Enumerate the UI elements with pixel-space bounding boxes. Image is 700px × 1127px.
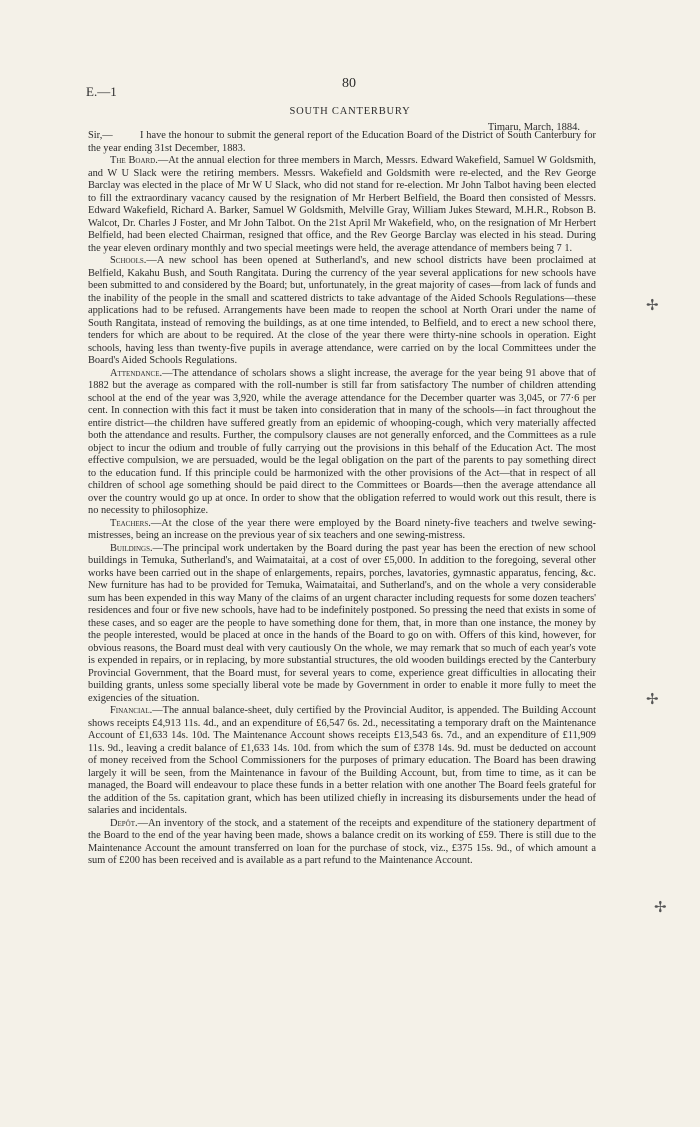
dateline: Timaru, March, 1884.	[487, 122, 580, 133]
section-attendance	[88, 368, 596, 518]
report-body	[88, 130, 596, 868]
section-reference: E.—1	[86, 84, 117, 99]
section-text: —At the close of the year there were employed by the Board ninety-five teachers and twelve sewing-mistresses, being an increase on the previous year of six teachers and one sewing-mistress.	[88, 517, 596, 541]
margin-mark-icon: ✢	[646, 692, 659, 708]
section-text: —The attendance of scholars shows a slight increase, the average for the year being 91 above that of 1882 but the average as compared with the roll-number is still far from satisfactory The number of children attending school at the end of the year was 3,920, while the average attendance for the December quarter was 3,045, or 77·6 per cent. In connection with this fact it must be taken into consideration that in many of the schools—in fact throughout the entire district—the children have suffered greatly from an epidemic of whooping-cough, which very materially affected both the attendance and results. Further, the compulsory clauses are not generally enforced, and the Committees as a rule object to incur the odium and trouble of fully carrying out the provisions in this behalf of the Education Act. The most effective compulsion, we are persuaded, would be the legal obligation on the part of the parents to pay something direct to the education fund. If this principle could be harmonized with the other provisions of the Act—that in respect of all children of school age something should be paid direct to the Committees or Boards—then the average attendance all over the country would go up at once. In order to show that the obligation referred to would work out this result, there is no necessity to philosophize.	[88, 367, 596, 516]
section-schools	[88, 255, 596, 368]
section-text: —A new school has been opened at Sutherland's, and new school districts have been proclaimed at Belfield, Kakahu Bush, and South Rangitata. During the currency of the year several applications for new schools have been submitted to and considered by the Board; but, unfortunately, in the great majority of cases—from lack of funds and the inability of the people in the small and scattered districts to take advantage of the Aided Schools Regulations—these applications had to be refused. Arrangements have been made to reopen the school at North Orari under the name of South Rangitata, instead of removing the buildings, as at one time intended, to Belfield, and to erect a new school there, tenders for which are about to be required. At the close of the year there were thirty-nine schools in operation. Eight schools, having less than twenty-five pupils in average attendance, were carried on by the local Committees under the Board's Aided Schools Regulations.	[88, 255, 596, 366]
section-heading: Depôt.	[110, 817, 138, 829]
section-financial	[88, 705, 596, 818]
section-depot	[88, 818, 596, 868]
section-heading: Schools.	[110, 255, 147, 266]
section-teachers	[88, 518, 596, 543]
page-title: SOUTH CANTERBURY	[289, 106, 411, 117]
section-text: —The annual balance-sheet, duly certified by the Provincial Auditor, is appended. The Building Account shows receipts £4,913 11s. 4d., and an expenditure of £6,547 6s. 2d., necessitating a temporary draft on the Maintenance Account of £1,633 14s. 10d. The Maintenance Account shows receipts £13,543 6s. 7d., and an expenditure of £11,909 11s. 9d., leaving a credit balance of £1,633 14s. 10d. from which the sum of £378 14s. 9d. must be deducted on account of money received from the School Commissioners for the purposes of primary education. The Board has been drawing largely it will be seen, from the Maintenance in favour of the Building Account, but, from time to time, as it can be managed, the Board will endeavour to place these funds in a better relation with one another The Board feels grateful for the addition of the 5s. capitation grant, which has been utilized chiefly in increasing its disbursements under the head of salaries and incidentals.	[88, 705, 596, 816]
section-heading: Financial.	[110, 705, 153, 716]
section-heading: The Board.	[110, 155, 158, 166]
section-text: —The principal work undertaken by the Board during the past year has been the erection of new school buildings in Temuka, Sutherland's, and Waimataitai, at a cost of over £5,000. In addition to the foregoing, several other works have been carried out in the shape of enlargements, repairs, porches, lavatories, gymnastic apparatus, fencing, &c. New furniture has had to be provided for Temuka, Waimataitai, and Sutherland's, and on the whole a very considerable sum has been expended in this way Many of the claims of an urgent character including requests for some dozen teachers' residences and four or five new schools, have had to be indefinitely postponed. So pressing the need that exists in some of these cases, and so eager are the people to have something done for them, that, in more than one instance, the money by the people interested, would be placed at once in the hands of the Board to go on with. Offers of this kind, however, for obvious reasons, the Board must deal with very cautiously On the whole, we may remark that so much of each year's vote is expended in repairs, or in replacing, by more substantial structures, the old wooden buildings erected by the Canterbury Provincial Government, that the Board must, for several years to come, experience great difficulties in allocating their building grants, unless some specially liberal vote be made by Government in order to enable it more fully to meet the exigencies of the situation.	[88, 542, 596, 704]
section-heading: Attendance.	[110, 367, 163, 379]
margin-mark-icon: ✢	[646, 298, 659, 314]
section-text: —An inventory of the stock, and a statement of the receipts and expenditure of the stationery department of the Board to the end of the year having been made, shows a balance credit on its working of £59. There is still due to the Maintenance Account the amount transferred on loan for the purchase of stock, viz., £375 15s. 9d., of which amount a sum of £200 has been received and is available as a part refund to the Maintenance Account.	[88, 817, 596, 866]
section-text: —At the annual election for three members in March, Messrs. Edward Wakefield, Samuel W Goldsmith, and W U Slack were the retiring members. Messrs. Wakefield and Goldsmith were re-elected, and the Rev George Barclay was elected in the place of Mr W U Slack, who did not stand for re-election. Mr John Talbot having been elected to fill the extraordinary vacancy caused by the resignation of Mr Herbert Belfield, the Board then consisted of Messrs. Edward Wakefield, Richard A. Barker, Samuel W Goldsmith, Melville Gray, William Jukes Steward, M.H.R., Robson B. Walcot, Dr. Charles J Foster, and Mr John Talbot. On the 21st April Mr Wakefield, who, on the resignation of Mr Herbert Belfield, had been elected Chairman, resigned that office, and the Rev George Barclay was elected in his stead. During the year eleven ordinary monthly and two special meetings were held, the average attendance of members being 7 1.	[88, 155, 597, 254]
section-heading: Teachers.	[110, 517, 151, 529]
section-the-board	[88, 155, 596, 255]
salutation: Sir,—	[88, 130, 113, 141]
intro-paragraph: I have the honour to submit the general report of the Education Board of the District of South Canterbury for the year ending 31st December, 1883.	[88, 130, 596, 154]
margin-mark-icon: ✢	[654, 900, 667, 916]
section-heading: Buildings.	[110, 542, 153, 554]
page-number: 80	[342, 76, 356, 91]
section-buildings	[88, 543, 596, 706]
